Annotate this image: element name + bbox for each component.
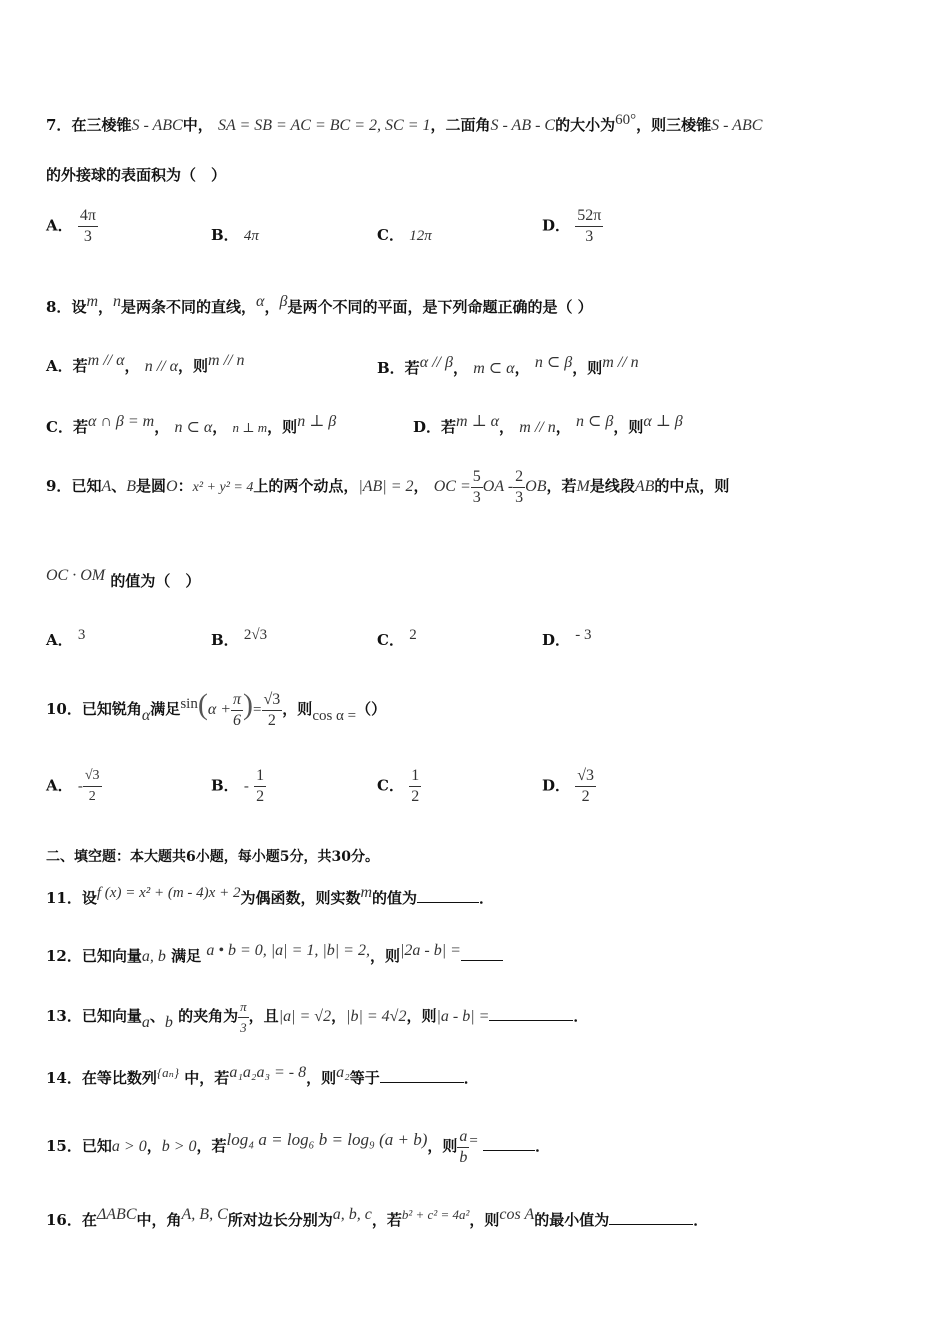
text: ，则: [572, 359, 603, 377]
text: ，且: [248, 1007, 279, 1025]
q8-option-c[interactable]: [46, 411, 336, 437]
text: ，: [331, 1007, 347, 1025]
denominator: 3: [240, 1019, 247, 1035]
numerator: 2: [513, 467, 525, 488]
text: 是两个不同的平面，是下列命题正确的是（ ）: [287, 298, 593, 316]
text: ，则: [613, 418, 644, 436]
math: m // n: [519, 419, 556, 436]
text: （）: [356, 700, 387, 718]
math: =: [469, 1133, 478, 1149]
text: 二、填空题：本大题共6小题，每小题5分，共30分。: [46, 849, 379, 865]
option-label: B．: [211, 776, 239, 795]
math: x² + y² = 4: [192, 480, 254, 495]
math: a, b: [141, 948, 166, 965]
math: =: [253, 702, 262, 718]
option-label: D．: [542, 631, 571, 649]
option-label: A．: [46, 776, 73, 795]
question-7-line-2: [46, 164, 226, 185]
denominator: 2: [267, 711, 276, 729]
math: α ∩ β = m: [87, 413, 155, 430]
question-14: [46, 1064, 479, 1088]
math: a > 0: [111, 1138, 147, 1155]
fraction: [231, 690, 243, 731]
text: 设: [81, 889, 97, 907]
question-12: [46, 942, 503, 966]
question-11: [46, 884, 494, 908]
text: ．: [479, 889, 495, 907]
math: |b| = 4√2: [346, 1008, 407, 1025]
math: b > 0: [161, 1138, 197, 1155]
text: ，: [413, 477, 429, 495]
fraction: [575, 766, 596, 807]
math: 2√3: [243, 627, 268, 643]
denominator: 3: [515, 488, 524, 506]
text: 中，角: [136, 1211, 182, 1229]
fraction: [254, 766, 266, 807]
math: n ⊂ β: [575, 413, 614, 430]
math: α: [256, 293, 265, 310]
text: 的最小值为: [534, 1211, 610, 1229]
text: 已知向量: [81, 1007, 142, 1025]
math: S - AB - C: [490, 117, 556, 134]
q8-option-a[interactable]: [46, 352, 245, 376]
text: ，: [212, 418, 228, 436]
text: ，: [452, 359, 468, 377]
q9-option-a[interactable]: [46, 627, 85, 650]
text: 在等比数列: [81, 1069, 157, 1087]
text: ，则三棱锥: [636, 116, 712, 134]
text: 是线段: [589, 477, 635, 495]
math: f (x) = x² + (m - 4)x + 2: [96, 885, 241, 901]
option-label: C．: [377, 776, 404, 795]
question-number: 10．: [46, 700, 82, 718]
question-9-line-2: [46, 567, 200, 591]
q8-option-b[interactable]: [377, 352, 639, 378]
text: ，若: [546, 477, 577, 495]
math: OA -: [482, 478, 514, 495]
option-label: A．: [46, 216, 73, 235]
text: ：: [177, 477, 193, 495]
option-label: A．若: [46, 357, 88, 375]
q9-option-b[interactable]: [211, 627, 267, 650]
text: 的大小为: [555, 116, 616, 134]
question-number: 12．: [46, 947, 82, 965]
math: m ⊂ α: [473, 360, 515, 377]
section-heading: [46, 846, 379, 866]
math: m // n: [208, 352, 245, 369]
text: 已知: [71, 477, 102, 495]
math: OC · OM: [46, 567, 106, 584]
text: 已知锐角: [81, 700, 142, 718]
fraction: [78, 206, 98, 247]
text: ，则: [267, 418, 298, 436]
option-label: C．: [377, 226, 404, 244]
text: ．: [535, 1137, 551, 1155]
math: a₁a₂a₃ = - 8: [229, 1064, 307, 1081]
text: ．: [693, 1211, 709, 1229]
math: b: [164, 1014, 173, 1031]
math: S - ABC: [711, 117, 763, 134]
text: 满足: [150, 700, 181, 718]
math: m // n: [602, 354, 639, 371]
text: ，若: [196, 1137, 227, 1155]
math: - 3: [575, 627, 592, 643]
math: cos A: [499, 1206, 535, 1223]
text: ，则: [427, 1137, 458, 1155]
text: ，: [124, 357, 140, 375]
math: b² + c² = 4a²: [401, 1207, 470, 1222]
text: ，: [264, 298, 280, 316]
numerator: 1: [409, 766, 421, 787]
math: A: [101, 478, 112, 495]
text: ，: [154, 418, 170, 436]
question-9: [46, 466, 729, 508]
denominator: 6: [233, 711, 242, 729]
text: ，: [146, 1137, 162, 1155]
math: n: [113, 293, 122, 310]
question-number: 11．: [46, 889, 82, 907]
math: m ⊥ α: [456, 413, 500, 430]
text: ，则: [406, 1007, 437, 1025]
question-16: [46, 1206, 708, 1230]
text: 在: [81, 1211, 97, 1229]
math: B: [126, 478, 137, 495]
fraction: [409, 766, 421, 807]
text: 、: [149, 1007, 165, 1025]
question-7: [46, 112, 762, 135]
text: 设: [71, 298, 87, 316]
text: ，二面角: [430, 116, 491, 134]
text: ，则: [178, 357, 209, 375]
math: 4π: [243, 228, 259, 244]
text: 上的两个动点，: [253, 477, 359, 495]
math: sin: [180, 696, 198, 712]
math: |a| = √2: [278, 1008, 332, 1025]
denominator: 2: [256, 788, 265, 805]
fraction: [575, 206, 603, 247]
math: β: [279, 293, 288, 310]
math: m: [86, 293, 99, 310]
q10-option-a[interactable]: [46, 766, 102, 807]
answer-blank[interactable]: [489, 1020, 573, 1021]
question-15: [46, 1118, 550, 1169]
question-13: [46, 996, 588, 1043]
answer-blank[interactable]: [417, 902, 479, 903]
text: ，则: [282, 700, 313, 718]
text: 的中点，则: [654, 477, 730, 495]
option-label: C．若: [46, 418, 88, 436]
text: ，: [98, 298, 114, 316]
q7-option-b[interactable]: [211, 224, 259, 245]
text: 中，: [182, 116, 213, 134]
q10-option-d[interactable]: [542, 766, 596, 807]
q7-option-c[interactable]: [377, 224, 432, 245]
math: -: [243, 778, 249, 795]
fraction: [83, 766, 102, 807]
question-number: 7．: [46, 116, 72, 134]
text: ．: [463, 1069, 479, 1087]
q7-option-d[interactable]: [542, 206, 603, 247]
math: n ⊂ β: [534, 354, 573, 371]
denominator: 3: [472, 488, 481, 506]
fraction: [457, 1127, 469, 1168]
q9-option-d[interactable]: [542, 627, 592, 650]
option-label: C．: [377, 631, 404, 649]
answer-blank[interactable]: [380, 1082, 464, 1083]
numerator: 52π: [575, 206, 603, 227]
question-number: 15．: [46, 1137, 82, 1155]
text: 的夹角为: [178, 1007, 239, 1025]
text: ，则: [469, 1211, 500, 1229]
numerator: √3: [83, 766, 102, 787]
left-paren: (: [197, 688, 208, 721]
option-label: D．: [542, 216, 571, 235]
text: 是圆: [136, 477, 167, 495]
answer-blank[interactable]: [483, 1150, 535, 1151]
answer-blank[interactable]: [461, 960, 503, 961]
text: 、: [111, 477, 127, 495]
text: 是两条不同的直线，: [121, 298, 257, 316]
numerator: 4π: [78, 206, 98, 227]
text: 的值为（ ）: [110, 572, 201, 590]
text: ．: [573, 1007, 589, 1025]
text: ，则: [306, 1069, 337, 1087]
math: n ⊥ β: [297, 413, 337, 430]
question-number: 14．: [46, 1069, 82, 1087]
math: 2: [409, 627, 417, 643]
fraction: [262, 690, 283, 731]
fraction: [513, 467, 525, 508]
math: n ⊂ α: [174, 419, 213, 436]
math: n ⊥ m: [232, 420, 268, 435]
option-label: B．: [211, 226, 239, 244]
text: 中，若: [184, 1069, 230, 1087]
numerator: 1: [254, 766, 266, 787]
text: ，: [555, 418, 571, 436]
question-number: 16．: [46, 1211, 82, 1229]
math: 60°: [615, 112, 637, 128]
numerator: π: [231, 690, 243, 711]
math: α: [141, 707, 151, 724]
math: m // α: [87, 352, 125, 369]
question-10: [46, 682, 386, 738]
denominator: 2: [88, 789, 96, 804]
math: |a - b| =: [436, 1008, 490, 1025]
q9-option-c[interactable]: [377, 627, 417, 650]
denominator: 2: [411, 788, 420, 805]
math: |2a - b| =: [399, 942, 461, 959]
numerator: √3: [262, 690, 283, 711]
q8-option-d[interactable]: [413, 411, 683, 437]
math: AB: [634, 478, 655, 495]
math: ΔABC: [96, 1206, 137, 1223]
math: SA = SB = AC = BC = 2, SC = 1: [217, 117, 431, 134]
math: cos α =: [312, 708, 357, 724]
text: 已知: [81, 1137, 112, 1155]
math: α +: [207, 701, 232, 718]
denominator: 3: [585, 228, 594, 245]
math: |AB| = 2: [358, 478, 414, 495]
math: OB: [525, 478, 547, 495]
math: α ⊥ β: [643, 413, 683, 430]
text: ，: [514, 359, 530, 377]
text: 的值为: [372, 889, 418, 907]
math: a: [141, 1014, 150, 1031]
fraction: [238, 997, 249, 1038]
q10-option-b[interactable]: [211, 766, 266, 807]
text: 为偶函数，则实数: [240, 889, 361, 907]
math: S - ABC: [131, 117, 183, 134]
math: a, b, c: [332, 1206, 372, 1223]
text: ，则: [369, 947, 400, 965]
q10-option-c[interactable]: [377, 766, 421, 807]
math: n // α: [144, 358, 179, 375]
question-number: 9．: [46, 477, 72, 495]
math: a₂: [336, 1064, 350, 1081]
denominator: 3: [83, 228, 92, 245]
answer-blank[interactable]: [609, 1224, 693, 1225]
text: ，若: [371, 1211, 402, 1229]
right-paren: ): [243, 688, 254, 721]
math: a • b = 0, |a| = 1, |b| = 2,: [206, 942, 370, 959]
math: O: [166, 478, 178, 495]
text: 的外接球的表面积为（ ）: [46, 166, 227, 184]
math: OC =: [433, 478, 471, 495]
numerator: 5: [471, 467, 483, 488]
text: 满足: [171, 947, 202, 965]
option-label: A．: [46, 631, 73, 649]
text: ，: [499, 418, 515, 436]
text: 等于: [349, 1069, 380, 1087]
denominator: b: [459, 1148, 468, 1166]
math: M: [576, 478, 590, 495]
math: log₄ a = log₆ b = log₉ (a + b): [226, 1130, 428, 1149]
math: A, B, C: [181, 1206, 228, 1223]
option-label: D．若: [413, 418, 457, 436]
math: 12π: [409, 228, 432, 244]
fraction: [471, 467, 483, 508]
math: m: [360, 884, 373, 901]
denominator: 2: [581, 788, 590, 805]
question-8: [46, 293, 593, 317]
question-number: 13．: [46, 1007, 82, 1025]
math: {aₙ}: [156, 1065, 180, 1080]
numerator: a: [457, 1127, 469, 1148]
question-number: 8．: [46, 298, 72, 316]
text: 已知向量: [81, 947, 142, 965]
text: 所对边长分别为: [227, 1211, 333, 1229]
text: 在三棱锥: [71, 116, 132, 134]
option-label: B．若: [377, 359, 420, 377]
q7-option-a[interactable]: [46, 206, 98, 247]
math: α // β: [419, 354, 453, 371]
option-label: D．: [542, 776, 571, 795]
numerator: π: [238, 997, 249, 1018]
option-label: B．: [211, 631, 239, 649]
math: -: [77, 778, 83, 795]
numerator: √3: [575, 766, 596, 787]
math: 3: [77, 627, 86, 643]
